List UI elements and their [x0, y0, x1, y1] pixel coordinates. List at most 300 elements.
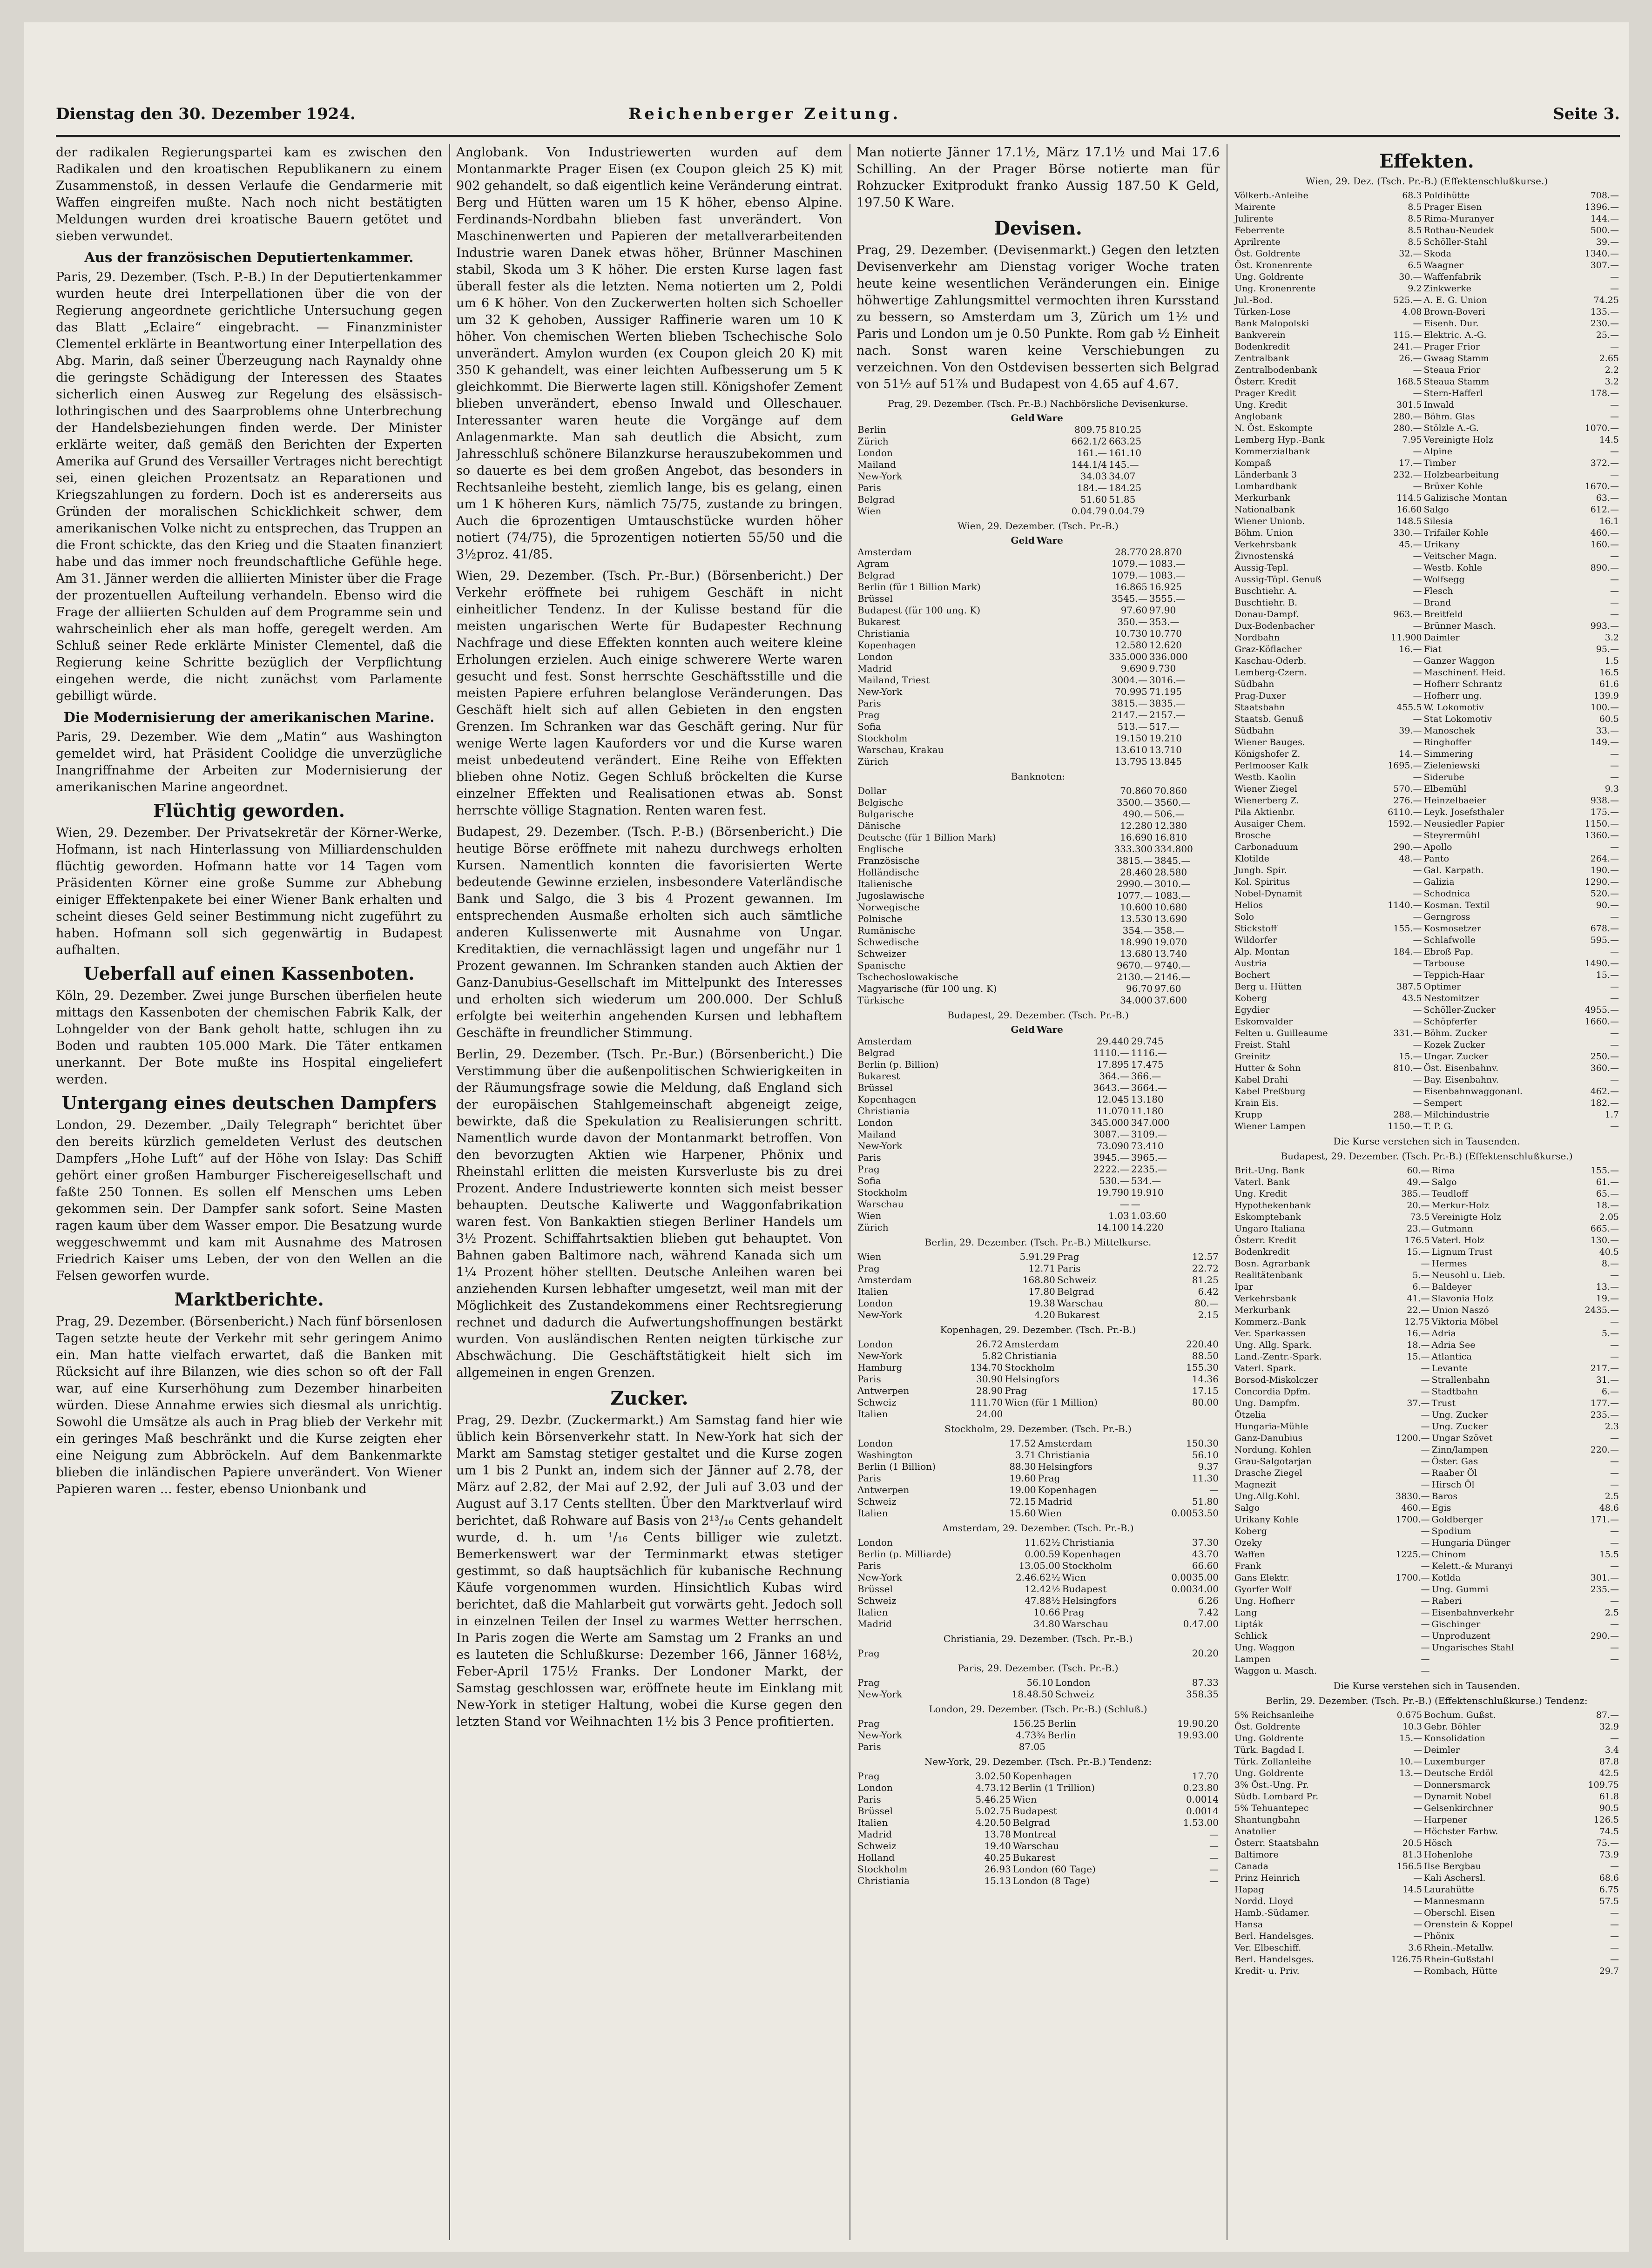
table-cell: 307.— — [1590, 260, 1619, 270]
table-cell: 525.— — [1393, 295, 1422, 305]
table-cell: — — [1421, 1666, 1430, 1676]
table-cell: Schwedische — [857, 936, 919, 948]
table-cell: Hungaria-Mühle — [1234, 1421, 1308, 1432]
table-cell: — — [1610, 1931, 1619, 1941]
table-cell: 130.— — [1590, 1235, 1619, 1245]
table-cell: 235.— — [1590, 1584, 1619, 1595]
table-row — [856, 936, 1220, 948]
table-cell: W. Lokomotiv — [1423, 702, 1484, 713]
table-cell: Konsolidation — [1424, 1733, 1485, 1743]
table-cell — [856, 1024, 869, 1036]
table-row — [1234, 900, 1620, 911]
table-cell: Daimler — [1423, 633, 1460, 643]
table-cell: 347.000 — [1131, 1117, 1170, 1128]
table-row — [856, 1817, 1220, 1829]
table-row — [1234, 830, 1620, 841]
table-cell: Zentralbodenbank — [1234, 365, 1317, 375]
table-cell: 6110.— — [1388, 807, 1422, 817]
table-cell: 3555.— — [1149, 593, 1186, 604]
table-cell: Ung. Kredit — [1234, 400, 1287, 410]
table-cell: Französische — [857, 855, 920, 866]
rates-table — [856, 546, 1220, 767]
table-cell: 354.— — [1122, 925, 1153, 936]
table-cell: — — [1209, 1829, 1219, 1840]
table-cell: 73.9 — [1599, 1850, 1619, 1860]
table-cell: — — [1413, 1896, 1423, 1906]
table-row — [1234, 1074, 1620, 1086]
table-cell: Italien — [857, 1508, 888, 1519]
table-cell: Schweiz — [857, 1496, 897, 1507]
article-paragraph: Budapest, 29. Dezember. (Tsch. P.-B.) (Börsenbericht.) Die heutige Börse eröffnete mit nahezu durchwegs erholten Kursen. Namentlich konnten die favorisierten Werte bedeutende Gewinne erzielen, insbesondere Vaterländische Bank und Salgo, die 3 bis 4 Prozent gewannen. Im entsprechenden Ausmaße erholten sich auch sämtliche anderen Kulissenwerte mit Ausnahme von Ungar. Kreditaktien, die vernachlässigt lagen und ungefähr nur 1 Prozent gewannen. Im Schranken standen auch Aktien der Ganz-Danubius-Gesellschaft im Mittelpunkt des Interesses und erholten sich wiederum um 200.000. Der Schluß erfolgte bei weiterhin angehenden Kursen und lebhaftem Geschäfte in freundlicher Stimmung. — [456, 825, 843, 1040]
table-row — [856, 902, 1220, 913]
table-heading: Wien, 29. Dezember. (Tsch. Pr.-B.) — [957, 520, 1119, 532]
table-cell: Bank Malopolski — [1234, 318, 1309, 329]
table-cell: 0.00.59 — [1025, 1548, 1060, 1560]
table-cell: 87.33 — [1192, 1677, 1219, 1688]
table-cell: Warschau — [1062, 1618, 1109, 1629]
table-row — [1234, 1086, 1620, 1097]
table-cell: Berlin (1 Billion) — [857, 1461, 936, 1472]
table-cell: 66.60 — [1192, 1560, 1219, 1571]
table-cell: — — [1413, 1791, 1423, 1802]
table-cell: Kosman. Textil — [1423, 900, 1490, 910]
table-cell: 3560.— — [1154, 797, 1191, 808]
table-cell: 5.91.29 — [1019, 1251, 1055, 1262]
table-cell: Ungar Szövet — [1431, 1433, 1493, 1443]
table-row — [856, 1730, 1220, 1741]
table-cell: 1083.— — [1154, 890, 1191, 901]
table-row — [1234, 1398, 1620, 1409]
table-cell: — — [1421, 1386, 1430, 1397]
table-cell: Antwerpen — [857, 1484, 910, 1495]
table-cell: — — [1413, 446, 1422, 457]
table-cell: Budapest (für 100 ung. K) — [857, 605, 981, 616]
table-cell: 17.— — [1399, 458, 1422, 468]
table-row — [856, 1852, 1220, 1864]
table-cell: 176.5 — [1404, 1235, 1430, 1245]
table-cell: 81.3 — [1402, 1850, 1423, 1860]
table-cell: — — [1413, 772, 1422, 782]
table-cell: 90.— — [1596, 900, 1619, 910]
table-row — [1234, 958, 1620, 969]
table-cell: Dollar — [857, 785, 887, 796]
table-row — [856, 797, 1220, 808]
table-row — [856, 436, 1220, 447]
table-row — [856, 1222, 1220, 1233]
table-row — [1234, 969, 1620, 981]
table-row — [1234, 1619, 1620, 1630]
table-cell: 1225.— — [1396, 1549, 1430, 1560]
table-cell: Madrid — [857, 663, 892, 674]
table-cell: Unproduzent — [1431, 1631, 1490, 1641]
table-cell: Greinitz — [1234, 1051, 1271, 1062]
table-cell: 17.80 — [1028, 1286, 1055, 1297]
table-cell: 37.30 — [1192, 1537, 1219, 1548]
table-cell: 810.— — [1393, 1063, 1422, 1073]
table-heading: Budapest, 29. Dezember. (Tsch. Pr.-B.) (Effektenschlußkurse.) — [1281, 1151, 1573, 1162]
table-cell: — — [1209, 1875, 1219, 1886]
table-cell: Optimer — [1423, 982, 1461, 992]
table-cell: 160.— — [1590, 539, 1619, 550]
table-row — [1234, 737, 1620, 748]
table-cell: Schöpferfer — [1423, 1016, 1477, 1027]
table-cell: Magyarische (für 100 ung. K) — [857, 983, 997, 994]
table-cell: 15.— — [1596, 970, 1619, 980]
table-cell: Ung. Gummi — [1431, 1584, 1489, 1595]
table-cell: Siderube — [1423, 772, 1464, 782]
table-cell: Hapag — [1234, 1884, 1264, 1895]
table-cell: 1290.— — [1585, 877, 1619, 887]
table-cell: — — [1421, 1538, 1430, 1548]
table-cell: Höchster Farbw. — [1424, 1826, 1498, 1837]
table-cell: — — [1413, 830, 1422, 841]
table-cell: 13.690 — [1154, 913, 1187, 924]
table-cell: 360.— — [1590, 1063, 1619, 1073]
table-cell: 88.50 — [1192, 1350, 1219, 1361]
table-cell: 97.90 — [1149, 605, 1176, 616]
table-cell: Egydier — [1234, 1005, 1270, 1015]
table-cell: 20.— — [1407, 1200, 1430, 1211]
table-cell: Bochum. Gußst. — [1424, 1710, 1496, 1720]
table-cell: Belgische — [857, 797, 904, 808]
table-row — [856, 1677, 1220, 1689]
table-cell: 17.15 — [1192, 1385, 1219, 1396]
table-cell: — — [1610, 1538, 1619, 1548]
table-cell: Waffenfabrik — [1423, 272, 1481, 282]
table-cell: Eisenbahnwaggonanl. — [1423, 1086, 1523, 1097]
table-cell: 178.— — [1590, 388, 1619, 398]
table-row — [856, 1152, 1220, 1164]
table-cell: Helsingfors — [1038, 1461, 1092, 1472]
table-cell: 23.— — [1407, 1224, 1430, 1234]
table-cell: 353.— — [1149, 616, 1180, 627]
table-cell: Zürich — [857, 756, 889, 767]
table-row — [856, 698, 1220, 709]
table-cell: Land.-Zentr.-Spark. — [1234, 1352, 1322, 1362]
table-cell: Ung. Hofherr — [1234, 1596, 1295, 1606]
table-cell: Böhm. Union — [1234, 528, 1293, 538]
table-cell: Kommerz.-Bank — [1234, 1317, 1306, 1327]
table-row — [1234, 725, 1620, 737]
table-cell: 39.— — [1596, 237, 1619, 247]
table-cell: Salgo — [1234, 1503, 1260, 1513]
table-cell: 2.65 — [1599, 353, 1619, 363]
table-row — [1234, 353, 1620, 364]
table-cell: 97.60 — [1120, 605, 1147, 616]
table-cell: 168.5 — [1396, 377, 1422, 387]
table-row — [856, 971, 1220, 983]
table-row — [1234, 1039, 1620, 1051]
article-paragraph: Paris, 29. Dezember. Wie dem „Matin“ aus Washington gemeldet wird, hat Präsident Coolidge die unverzügliche Inangriffnahme der Arbeiten zur Modernisierung der amerikanischen Marine angeordnet. — [56, 730, 442, 794]
table-row — [1234, 876, 1620, 888]
table-row — [1234, 295, 1620, 306]
table-cell: Solo — [1234, 912, 1254, 922]
table-cell: 14.100 — [1096, 1222, 1129, 1233]
table-cell: 2130.— — [1116, 971, 1153, 983]
table-cell: Ung. Dampfm. — [1234, 1398, 1300, 1408]
table-cell: — — [1610, 574, 1619, 585]
table-row — [1234, 586, 1620, 597]
table-cell: 2.46.62½ — [1016, 1572, 1060, 1583]
table-cell: Hansa — [1234, 1919, 1263, 1930]
table-cell: 220.— — [1590, 1445, 1619, 1455]
table-cell: 290.— — [1393, 842, 1422, 852]
table-note: Die Kurse verstehen sich in Tausenden. — [1333, 1136, 1520, 1147]
table-cell: 280.— — [1393, 423, 1422, 433]
table-cell: Lemberg-Czern. — [1234, 667, 1308, 678]
table-row — [856, 1362, 1220, 1373]
table-cell: 5% Reichsanleihe — [1234, 1710, 1314, 1720]
table-row — [856, 459, 1220, 471]
table-cell: Aussig-Töpl. Genuß — [1234, 574, 1322, 585]
table-row — [856, 505, 1220, 517]
table-cell: New-York — [857, 1309, 903, 1320]
table-cell: Paris — [1057, 1263, 1081, 1274]
table-cell: 2435.— — [1585, 1305, 1619, 1315]
table-cell: Rombach, Hütte — [1424, 1966, 1497, 1976]
table-cell: 13.— — [1596, 1282, 1619, 1292]
table-cell: Sofia — [857, 1175, 882, 1186]
table-cell: 0.675 — [1396, 1710, 1423, 1720]
table-cell: — — [1413, 1098, 1422, 1108]
table-cell: Türkische — [857, 995, 904, 1006]
table-cell: 19.210 — [1149, 733, 1182, 744]
table-row — [856, 593, 1220, 605]
table-cell: Amsterdam — [857, 546, 912, 558]
table-cell — [1024, 1648, 1036, 1659]
table-cell: 1.03 — [1108, 1210, 1129, 1221]
table-cell: — — [1413, 958, 1422, 969]
table-cell: 28.770 — [1115, 546, 1147, 558]
table-cell: 4.20 — [1034, 1309, 1055, 1320]
table-cell: Hofherr ung. — [1423, 691, 1482, 701]
table-cell: Hamburg — [857, 1362, 903, 1373]
table-cell: Breitfeld — [1423, 609, 1463, 619]
table-cell: Bay. Eisenbahnv. — [1423, 1075, 1499, 1085]
table-cell: — — [1421, 1421, 1430, 1432]
table-cell: — — [1209, 1840, 1219, 1851]
article-paragraph: Man notierte Jänner 17.1½, März 17.1½ und Mai 17.6 Schilling. An der Prager Börse notierte man für Rohzucker Exitprodukt franko Aussig 187.50 K Geld, 197.50 K Ware. — [856, 145, 1220, 210]
table-row — [856, 1805, 1220, 1817]
table-cell: 3109.— — [1131, 1129, 1167, 1140]
table-cell: Orenstein & Koppel — [1424, 1919, 1513, 1930]
table-cell: Canada — [1234, 1861, 1268, 1871]
table-cell: Stockholm — [857, 1187, 908, 1198]
section-heading: Devisen. — [994, 217, 1082, 239]
table-cell: 18.990 — [1120, 936, 1153, 948]
table-cell: London — [857, 651, 893, 662]
table-row — [1234, 1235, 1620, 1246]
table-row — [1234, 1630, 1620, 1642]
table-row — [1234, 213, 1620, 225]
rates-table — [856, 1718, 1220, 1753]
table-row — [856, 1385, 1220, 1397]
table-row — [1234, 1433, 1620, 1444]
table-cell: 20.5 — [1402, 1838, 1423, 1848]
table-cell: — — [1209, 1852, 1219, 1863]
table-cell — [1012, 1648, 1024, 1659]
table-cell: Stern-Hafferl — [1423, 388, 1483, 398]
table-cell: Salgo — [1431, 1177, 1457, 1187]
table-cell: Živnostenská — [1234, 551, 1294, 561]
table-cell: 70.860 — [1120, 785, 1153, 796]
table-cell: Sofia — [857, 721, 882, 732]
table-cell: Eisenbahnverkehr — [1431, 1608, 1514, 1618]
table-cell: 3845.— — [1154, 855, 1191, 866]
table-cell: 333.300 — [1114, 843, 1153, 855]
table-cell: London — [857, 1782, 893, 1793]
table-cell: Brit.-Ung. Bank — [1234, 1165, 1305, 1176]
table-row — [856, 1595, 1220, 1607]
table-row — [856, 1875, 1220, 1887]
table-cell: Montreal — [1012, 1829, 1056, 1840]
table-cell: Berlin — [1047, 1718, 1076, 1729]
table-cell: — — [1413, 481, 1422, 491]
table-row — [856, 1164, 1220, 1175]
table-cell: Südbahn — [1234, 726, 1274, 736]
table-cell: — — [1421, 1375, 1430, 1385]
table-cell: Agram — [857, 558, 889, 569]
table-cell: Schlick — [1234, 1631, 1268, 1641]
table-row — [856, 581, 1220, 593]
table-cell: 61.— — [1596, 1177, 1619, 1187]
table-cell: Panto — [1423, 854, 1450, 864]
table-row — [1234, 190, 1620, 202]
table-cell: 4955.— — [1585, 1005, 1619, 1015]
table-cell: 662.1/2 — [1071, 436, 1107, 447]
table-cell: Steaua Stamm — [1423, 377, 1490, 387]
table-cell: Königshofer Z. — [1234, 749, 1301, 759]
table-cell: Ware — [1036, 1024, 1063, 1035]
table-row — [1234, 481, 1620, 492]
table-row — [856, 471, 1220, 482]
table-cell: 32.9 — [1599, 1722, 1619, 1732]
table-cell: Geld — [1011, 535, 1035, 546]
table-row — [1234, 1328, 1620, 1339]
table-cell: 43.5 — [1402, 993, 1422, 1003]
table-row — [856, 1741, 1220, 1753]
table-row — [1234, 1028, 1620, 1039]
table-cell: 2.5 — [1605, 1608, 1619, 1618]
table-cell — [1046, 1741, 1118, 1753]
table-cell: 3815.— — [1111, 698, 1147, 709]
table-cell: Deutsche Erdöl — [1424, 1768, 1494, 1778]
table-cell: Spodium — [1431, 1526, 1471, 1536]
table-cell: 9.3 — [1605, 784, 1619, 794]
table-cell: 115.— — [1393, 330, 1422, 340]
table-row — [1234, 1595, 1620, 1607]
table-cell: Berl. Handelsges. — [1234, 1954, 1315, 1965]
table-row — [1234, 341, 1620, 353]
table-cell: 1083.— — [1149, 558, 1186, 569]
table-cell: 34.80 — [1033, 1618, 1060, 1629]
table-cell: 12.380 — [1154, 820, 1187, 831]
securities-table — [1234, 1165, 1620, 1677]
table-cell: 16.5 — [1599, 667, 1619, 678]
table-cell: Madrid — [1038, 1496, 1072, 1507]
table-cell: 12.57 — [1192, 1251, 1219, 1262]
table-cell: London — [857, 1117, 893, 1128]
table-cell: — — [1413, 563, 1422, 573]
table-cell: 1083.— — [1149, 570, 1186, 581]
table-cell: New-York — [857, 1730, 903, 1741]
table-row — [1234, 1642, 1620, 1654]
table-cell: Merkur-Holz — [1431, 1200, 1489, 1211]
table-row — [856, 1024, 1220, 1036]
table-cell: 148.5 — [1396, 516, 1422, 526]
table-row — [856, 1094, 1220, 1105]
table-cell: Polnische — [857, 913, 903, 924]
table-cell: — — [1610, 272, 1619, 282]
table-cell: Helsingfors — [1062, 1595, 1117, 1606]
table-row — [856, 925, 1220, 936]
table-cell: — — [1610, 1619, 1619, 1629]
table-cell: Österr. Kredit — [1234, 1235, 1296, 1245]
table-row — [856, 424, 1220, 436]
table-cell: Geld — [1011, 412, 1035, 424]
rates-table — [856, 1036, 1220, 1233]
table-cell: Warschau — [857, 1198, 904, 1210]
table-cell: 17.475 — [1131, 1059, 1164, 1070]
table-cell: 335.000 — [1109, 651, 1147, 662]
table-row — [1234, 702, 1620, 713]
table-cell: Lombardbank — [1234, 481, 1297, 491]
table-cell: 1070.— — [1585, 423, 1619, 433]
table-cell: Amsterdam — [857, 1036, 912, 1047]
table-cell: 135.— — [1590, 307, 1619, 317]
table-row — [856, 1059, 1220, 1070]
table-row — [856, 447, 1220, 459]
table-row — [856, 1583, 1220, 1595]
table-cell: Nordung. Kohlen — [1234, 1445, 1311, 1455]
rates-table — [856, 1339, 1220, 1420]
table-cell: Christiania — [1005, 1350, 1057, 1361]
table-cell: 47.88½ — [1025, 1595, 1060, 1606]
table-cell: Antwerpen — [857, 1385, 910, 1396]
table-cell: 16.810 — [1154, 832, 1187, 843]
column-1 — [56, 144, 442, 2240]
table-cell: — — [1413, 574, 1422, 585]
table-cell: Stölzle A.-G. — [1423, 423, 1479, 433]
table-cell: Kol. Spiritus — [1234, 877, 1290, 887]
table-row — [1234, 1374, 1620, 1386]
table-cell: Helsingfors — [1005, 1373, 1059, 1385]
table-cell: 90.5 — [1599, 1803, 1619, 1813]
table-cell: 5.82 — [982, 1350, 1003, 1361]
table-cell: 11.070 — [1096, 1105, 1129, 1117]
table-row — [1234, 1861, 1620, 1872]
table-row — [1234, 1467, 1620, 1479]
table-cell: Concordia Dpfm. — [1234, 1386, 1311, 1397]
table-cell: 40.25 — [984, 1852, 1011, 1863]
table-cell: 13.795 — [1115, 756, 1147, 767]
table-header — [856, 412, 1220, 424]
table-cell: New-York — [857, 1350, 903, 1361]
table-cell: — — [1610, 1352, 1619, 1362]
table-cell: — — [1413, 888, 1422, 899]
table-cell: 612.— — [1590, 505, 1619, 515]
table-cell: — — [1610, 446, 1619, 457]
table-cell: Hutter & Sohn — [1234, 1063, 1301, 1073]
table-cell: Stickstoff — [1234, 923, 1277, 934]
table-cell: 149.— — [1590, 737, 1619, 747]
article-paragraph: Wien, 29. Dezember. (Tsch. Pr.-Bur.) (Börsenbericht.) Der Verkehr eröffnete bei ruhigem Geschäft in nicht einheitlicher Tendenz. In der Kulisse bestand für die meisten ungarischen Werte für Budapester Rechnung Nachfrage und diese Effekten konnten auch weitere kleine Erholungen erzielen. Auch einige schwerere Werte waren gesucht und fest. Sonst herrschte Geschäftsstille und die meisten Papiere erfuhren belanglose Veränderungen. Das Geschäft hielt sich auf allen Gebieten in den engsten Grenzen. Im Schranken war das Geschäft gering. Nur für wenige Werte lagen Kauforders vor und die Kurse waren meist unbedeutend verändert. Eine Reihe von Effekten blieben ohne Notiz. Gegen Schluß bröckelten die Kurse einzelner Effekten und Realisationen etwas ab. Sonst herrschte völlige Stagnation. Renten waren fest. — [456, 569, 843, 818]
table-cell: 3965.— — [1131, 1152, 1167, 1163]
table-cell: 1396.— — [1585, 202, 1619, 212]
table-cell: 56.10 — [1192, 1449, 1219, 1460]
table-cell: 65.— — [1596, 1189, 1619, 1199]
table-cell: 9.2 — [1408, 283, 1422, 294]
